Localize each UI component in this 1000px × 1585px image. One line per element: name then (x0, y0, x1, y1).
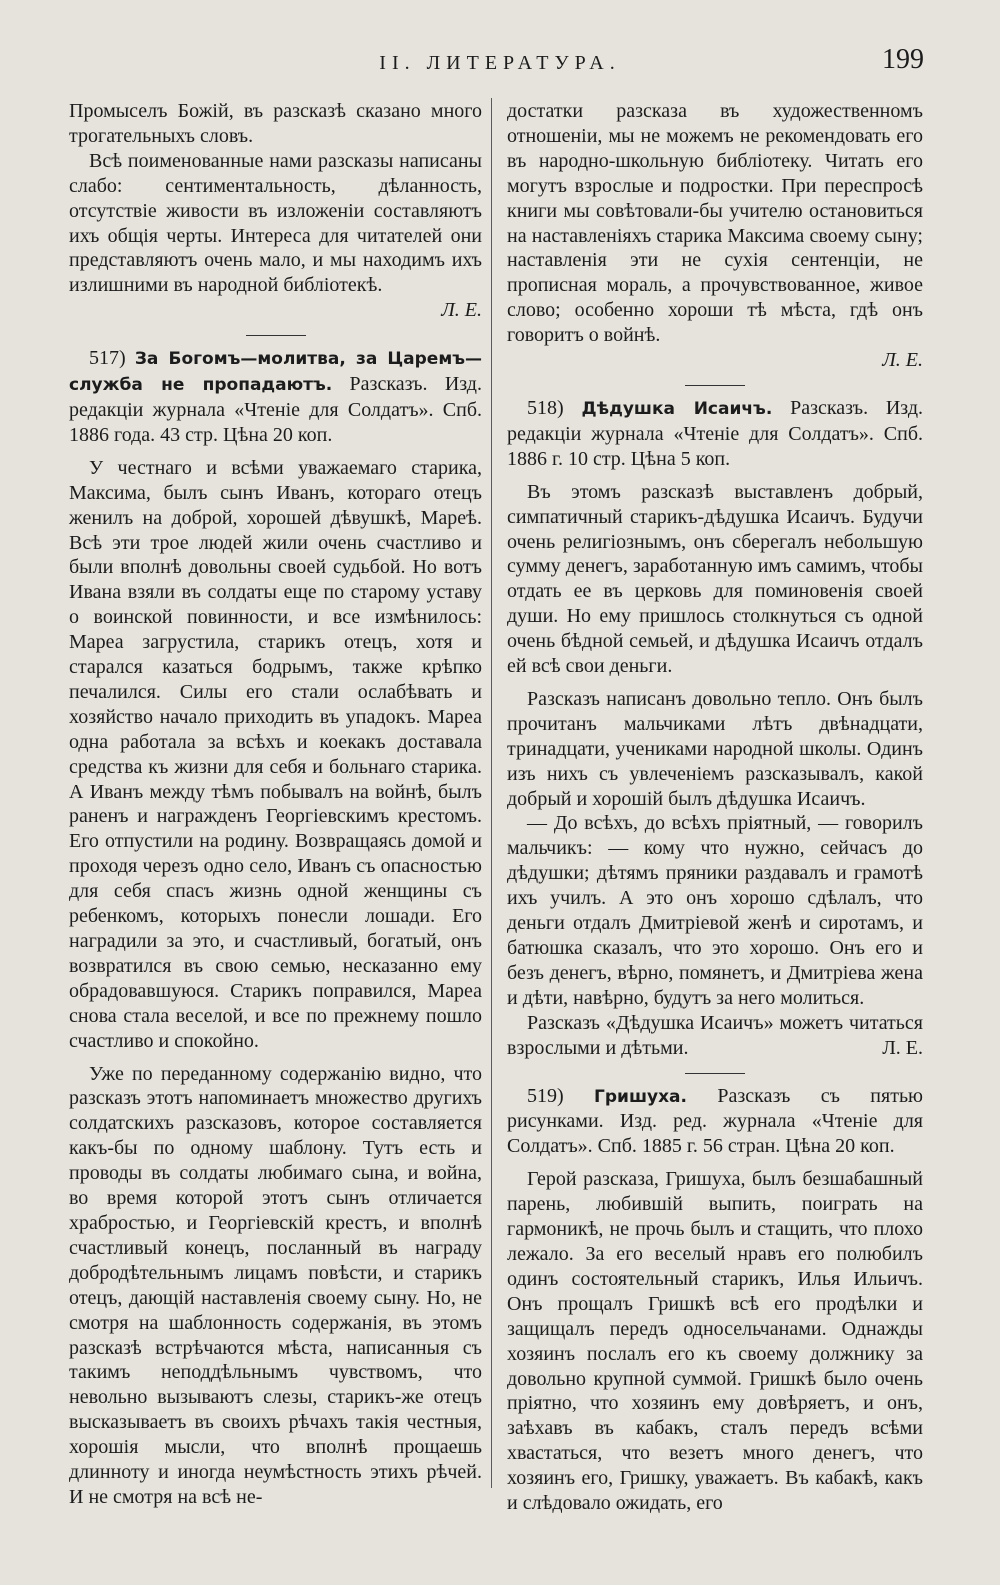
running-title: II. ЛИТЕРАТУРА. (379, 52, 621, 74)
entry-title: За Богомъ—молитва, за Царемъ—служба не пропадаютъ. (69, 349, 482, 396)
entry-details: Разсказъ. Изд. редакціи журнала «Чтеніе для Солдатъ». Спб. 1886 года. 43 стр. Цѣна 20 коп. (69, 373, 482, 446)
page-header (0, 44, 1000, 84)
entry-title: Дѣдушка Исаичъ. (581, 398, 773, 419)
paragraph: Герой разсказа, Гришуха, былъ безшабашный парень, любившій выпить, поиграть на гармоникѣ, не прочь былъ и стащить, что плохо лежало. За его веселый нравъ его полюбилъ одинъ состоятельный старикъ, Илья Ильичъ. Онъ прощалъ Гришкѣ всѣ его продѣлки и защищалъ передъ односельчанами. Однажды хозяинъ послалъ его къ своему должнику за довольно крупной суммой. Гришкѣ было очень пріятно, что хозяинъ ему довѣряетъ, и онъ, заѣхавъ въ кабакъ, сталъ передъ всѣми хвастаться, что везетъ много денегъ, что хозяинъ его, Гришку, уважаетъ. Въ кабакѣ, какъ и слѣдовало ожидать, его (507, 1168, 923, 1515)
entry-519 (507, 1084, 923, 1160)
column-divider (491, 98, 492, 1488)
paragraph: — До всѣхъ, до всѣхъ пріятный, — говорилъ мальчикъ: — кому что нужно, сейчасъ до дѣдушки; дѣтямъ пряники раздавалъ и грамотѣ ихъ училъ. А это онъ хорошо сдѣлалъ, что деньги отдалъ Дмитріевой женѣ и сиротамъ, и батюшка сказалъ, что это хорошо. Онъ его и безъ денегъ, вѣрно, помянетъ, и Дмитріева жена и дѣти, навѣрно, будутъ за него молиться. (507, 812, 923, 1009)
paragraph (507, 1011, 923, 1061)
paragraph: Уже по переданному содержанію видно, что разсказъ этотъ напоминаетъ множество другихъ солдатскихъ разсказовъ, которое составляется какъ-бы по одному шаблону. Тутъ есть и проводы въ солдаты любимаго сына, и война, во время которой этотъ сынъ отличается храбростью, и Георгіевскій крестъ, и вполнѣ счастливый конецъ, посланный въ награду добродѣтельнымъ лицамъ повѣсти, и старикъ отецъ, дающій наставленія своему сыну. Но, не смотря на шаблонность содержанія, въ этомъ разсказѣ встрѣчаются мѣста, написанныя съ такимъ неподдѣльнымъ чувствомъ, что невольно вызываютъ слезы, старикъ-же отецъ высказываетъ въ своихъ рѣчахъ такія честныя, хорошія мысли, что вполнѣ прощаешь длинноту и иногда неумѣстность этихъ рѣчей. И не смотря на всѣ не- (69, 1062, 482, 1508)
separator-rule (685, 385, 745, 386)
separator-rule (685, 1073, 745, 1074)
entry-517 (69, 346, 482, 448)
paragraph: Разсказъ написанъ довольно тепло. Онъ былъ прочитанъ мальчиками лѣтъ двѣнадцати, тринадцати, учениками народной школы. Одинъ изъ нихъ съ увлеченіемъ разсказывалъ, какой добрый и хорошій былъ дѣдушка Исаичъ. (507, 687, 923, 810)
entry-number: 518) (527, 396, 564, 419)
right-column (507, 99, 923, 1516)
page-number: 199 (882, 44, 924, 75)
paragraph: Въ этомъ разсказѣ выставленъ добрый, симпатичный старикъ-дѣдушка Исаичъ. Будучи очень религіознымъ, онъ сберегалъ небольшую сумму денегъ, заработанную имъ самимъ, чтобы отдать ее въ церковь для поминовенія своей души. Но ему пришлось столкнуться съ одной очень бѣдной семьей, и дѣдушка Исаичъ отдалъ ей всѣ свои деньги. (507, 480, 923, 678)
signature: Л. Е. (882, 349, 923, 372)
paragraph-text: Разсказъ «Дѣдушка Исаичъ» можетъ читаться взрослыми и дѣтьми. (507, 1011, 923, 1059)
paragraph: Промыселъ Божій, въ разсказѣ сказано много трогательныхъ словъ. (69, 100, 482, 147)
paragraph: достатки разсказа въ художественномъ отношеніи, мы не можемъ не рекомендовать его въ народно-школьную библіотеку. Читать его могутъ взрослые и подростки. При переспросѣ книги мы совѣтовали-бы учителю остановиться на наставленіяхъ старика Максима своему сыну; наставленія эти не сухія сентенціи, не прописная мораль, а прочувствованное, живое слово; особенно хороши тѣ мѣста, гдѣ онъ говоритъ о войнѣ. (507, 100, 923, 347)
entry-title: Гришуха. (594, 1086, 687, 1107)
entry-518 (507, 396, 923, 472)
separator-rule (246, 335, 306, 336)
paragraph: У честнаго и всѣми уважаемаго старика, Максима, былъ сынъ Иванъ, котораго отецъ женилъ на доброй, хорошей дѣвушкѣ, Мареѣ. Всѣ эти трое людей жили очень счастливо и были вполнѣ довольны своей судьбой. Но вотъ Ивана взяли въ солдаты еще по старому уставу о воинской повинности, и все измѣнилось: Мареа загрустила, старикъ отецъ, хотя и старался казаться бодрымъ, также крѣпко печалился. Силы его стали ослабѣвать и хозяйство начало приходить въ упадокъ. Мареа одна работала за всѣхъ и коекакъ доставала средства къ жизни для себя и больнаго старика. А Иванъ между тѣмъ побывалъ на войнѣ, былъ раненъ и награжденъ Георгіевскимъ крестомъ. Его отпустили на родину. Возвращаясь домой и проходя черезъ одно село, Иванъ съ опасностью для себя спасъ жизнь одной женщины съ ребенкомъ, которыхъ понесли лошади. Его наградили за это, и счастливый, богатый, онъ возвратился въ свою семью, несказанно ему обрадовавшуюся. Старикъ поправился, Мареа снова стала веселой, и все по прежнему пошло счастливо и спокойно. (69, 456, 482, 1052)
entry-number: 517) (89, 347, 126, 370)
entry-details: Разсказъ. Изд. редакціи журнала «Чтеніе для Солдатъ». Спб. 1886 г. 10 стр. Цѣна 5 коп. (507, 396, 924, 470)
paragraph: Всѣ поименованные нами разсказы написаны слабо: сентиментальность, дѣланность, отсутствіе живости въ изложеніи составляютъ ихъ общія черты. Интереса для читателей они представляютъ очень мало, и мы находимъ ихъ излишними въ народной библіотекѣ. (69, 149, 482, 297)
left-column (69, 99, 482, 1510)
signature: Л. Е. (441, 299, 482, 322)
signature: Л. Е. (882, 1036, 923, 1059)
entry-details: Разсказъ съ пятью рисунками. Изд. ред. журнала «Чтеніе для Солдатъ». Спб. 1885 г. 56 стран. Цѣна 20 коп. (507, 1084, 924, 1158)
entry-number: 519) (527, 1084, 564, 1107)
